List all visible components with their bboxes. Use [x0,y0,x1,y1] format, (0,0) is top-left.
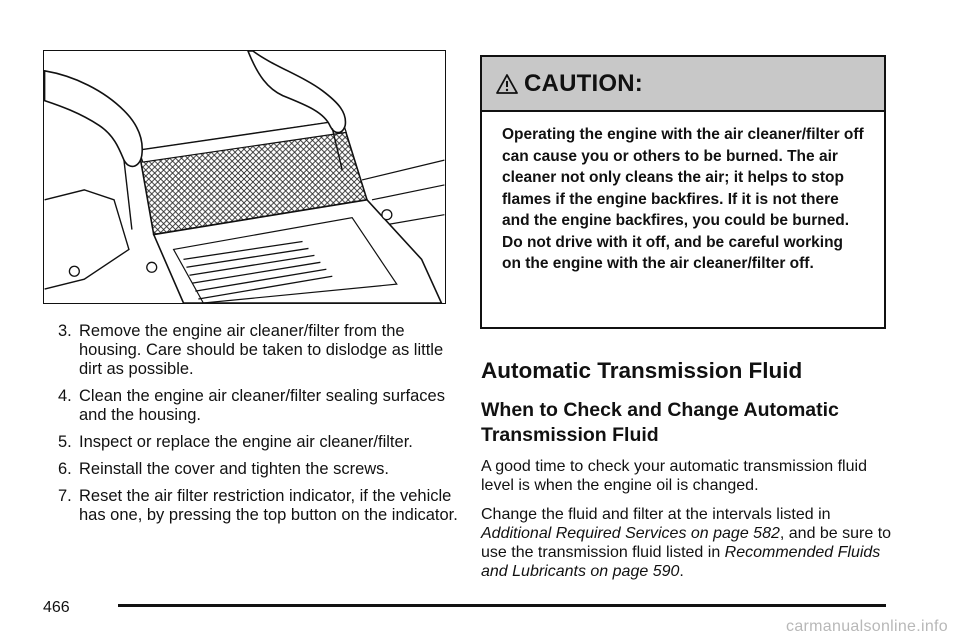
paragraph-change-fluid [481,505,901,581]
step-text: Inspect or replace the engine air cleaner/filter. [79,433,413,451]
step-text: Clean the engine air cleaner/filter sealing surfaces and the housing. [79,387,445,424]
section-title: Automatic Transmission Fluid [481,358,803,383]
step-number: 5. [58,433,72,451]
page-number: 466 [43,599,70,616]
caution-box [480,55,886,329]
list-item [58,460,458,479]
list-item [58,387,458,425]
step-number: 6. [58,460,72,478]
paragraph-text: . [679,563,684,580]
caution-text: Operating the engine with the air cleaner/filter off can cause you or others to be burned. The air cleaner not only cleans the air; it helps to stop flames if the engine backfires. If it is not there and the engine backfires, you could be burned. Do not drive with it off, and be careful working on the engine with the air cleaner/filter off. [502,126,864,272]
footer-divider [118,604,886,607]
section-subtitle: When to Check and Change Automatic Transmission Fluid [481,399,839,446]
caution-title: CAUTION: [524,69,643,97]
step-text: Reinstall the cover and tighten the screws. [79,460,389,478]
watermark: carmanualsonline.info [786,618,948,635]
cross-reference-link[interactable]: Recommended Fluids and Lubricants on page 590 [481,544,881,580]
step-number: 3. [58,322,72,340]
step-number: 4. [58,387,72,405]
caution-header [482,57,884,112]
warning-triangle-icon [496,73,518,95]
list-item [58,487,458,525]
list-item [58,433,458,452]
paragraph-check-fluid: A good time to check your automatic transmission fluid level is when the engine oil is changed. [481,458,867,494]
cross-reference-link[interactable]: Additional Required Services on page 582 [481,525,780,542]
air-filter-illustration [43,50,446,304]
step-text: Reset the air filter restriction indicator, if the vehicle has one, by pressing the top button on the indicator. [79,487,458,524]
step-text: Remove the engine air cleaner/filter from the housing. Care should be taken to dislodge as little dirt as possible. [79,322,444,378]
paragraph-text: , and be sure to use the transmission fluid listed in [481,525,892,561]
step-number: 7. [58,487,72,505]
paragraph-text: Change the fluid and filter at the intervals listed in [481,506,831,523]
instruction-steps [58,322,458,533]
list-item [58,322,458,379]
